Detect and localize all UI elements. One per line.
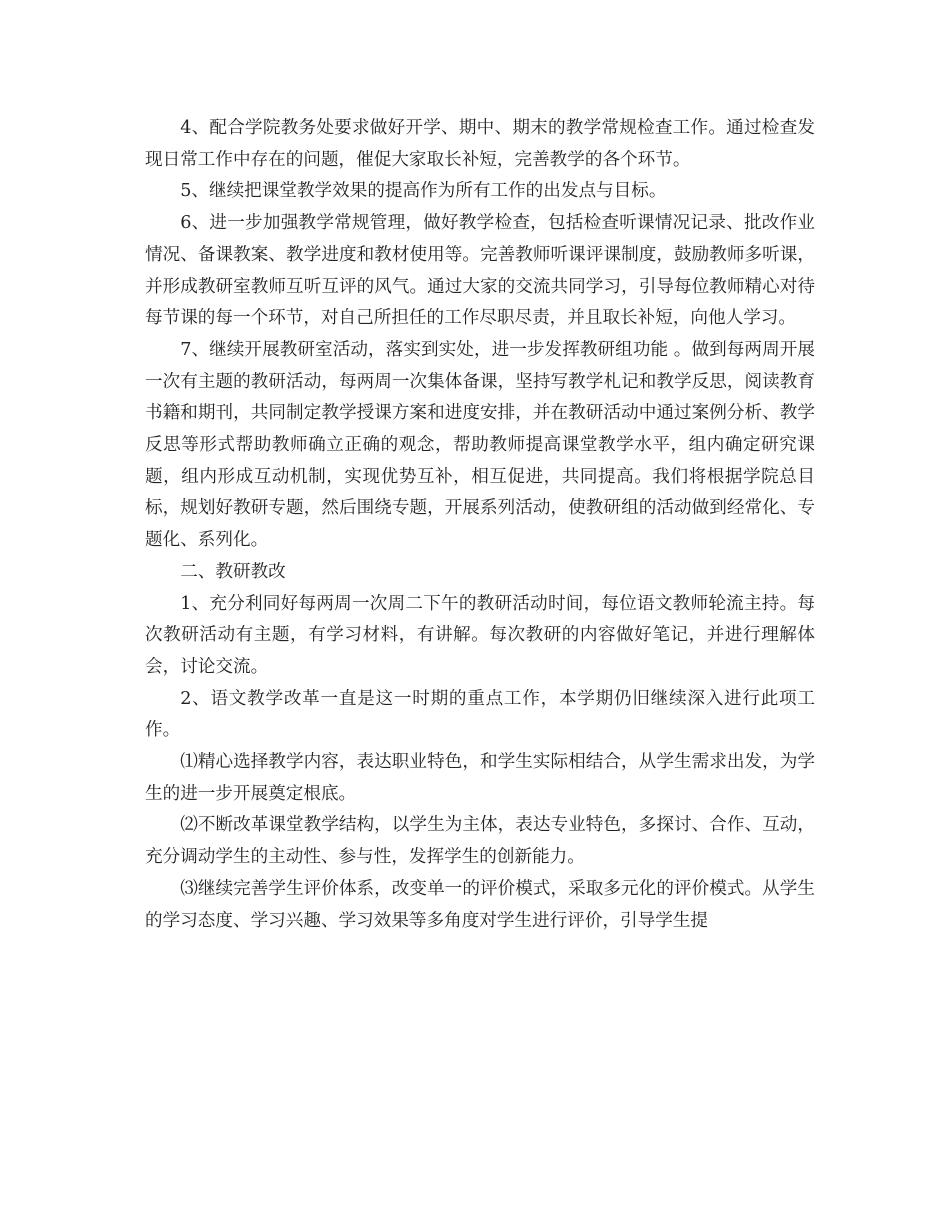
paragraph-subitem-2: ⑵不断改革课堂教学结构，以学生为主体，表达专业特色，多探讨、合作、互动，充分调动学生的主动性、参与性，发挥学生的创新能力。	[145, 815, 815, 868]
section-heading-research-reform: 二、教研教改	[180, 561, 286, 582]
document-body	[145, 113, 815, 937]
paragraph-research-1: 1、充分利同好每两周一次周二下午的教研活动时间，每位语文教师轮流主持。每次教研活动有主题，有学习材料，有讲解。每次教研的内容做好笔记，并进行理解体会，讨论交流。	[145, 593, 815, 677]
paragraph-item-5: 5、继续把课堂教学效果的提高作为所有工作的出发点与目标。	[180, 181, 667, 202]
paragraph-item-6: 6、进一步加强教学常规管理，做好教学检查，包括检查听课情况记录、批改作业情况、备课教案、教学进度和教材使用等。完善教师听课评课制度，鼓励教师多听课，并形成教研室教师互听互评的风气。通过大家的交流共同学习，引导每位教师精心对待每节课的每一个环节，对自己所担任的工作尽职尽责，并且取长补短，向他人学习。	[145, 213, 815, 329]
paragraph-subitem-3: ⑶继续完善学生评价体系，改变单一的评价模式，采取多元化的评价模式。从学生的学习态度、学习兴趣、学习效果等多角度对学生进行评价，引导学生提	[145, 878, 815, 931]
paragraph-research-2: 2、语文教学改革一直是这一时期的重点工作，本学期仍旧继续深入进行此项工作。	[145, 688, 815, 741]
paragraph-subitem-1: ⑴精心选择教学内容，表达职业特色，和学生实际相结合，从学生需求出发，为学生的进一步开展奠定根底。	[145, 752, 815, 804]
paragraph-item-4: 4、配合学院教务处要求做好开学、期中、期末的教学常规检查工作。通过检查发现日常工作中存在的问题，催促大家取长补短，完善教学的各个环节。	[145, 118, 815, 170]
paragraph-item-7: 7、继续开展教研室活动，落实到实处，进一步发挥教研组功能 。做到每两周开展一次有主题的教研活动，每两周一次集体备课，坚持写教学札记和教学反思，阅读教育书籍和期刊，共同制定教学授课方案和进度安排，并在教研活动中通过案例分析、教学反思等形式帮助教师确立正确的观念，帮助教师提高课堂教学水平，组内确定研究课题，组内形成互动机制，实现优势互补，相互促进，共同提高。我们将根据学院总目标，规划好教研专题，然后围绕专题，开展系列活动，使教研组的活动做到经常化、专题化、系列化。	[145, 339, 815, 551]
